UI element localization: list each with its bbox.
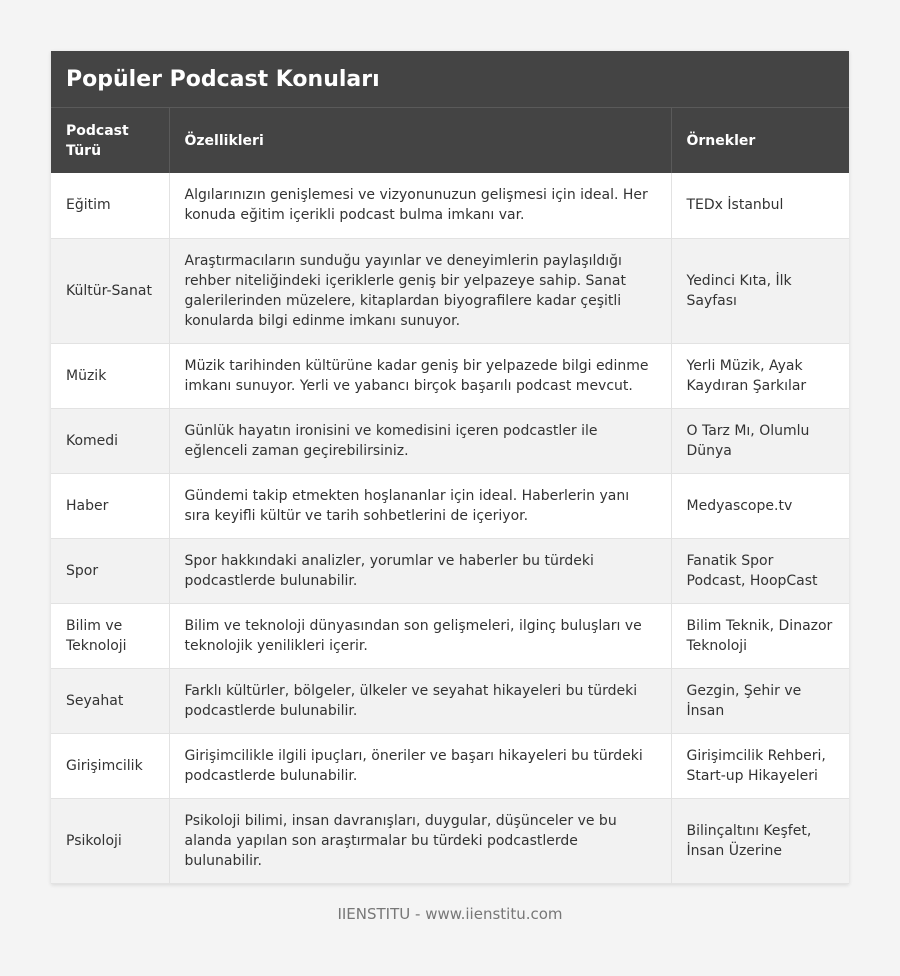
column-header-examples: Örnekler xyxy=(671,108,849,173)
table-row xyxy=(51,733,849,798)
cell-examples: Bilinçaltını Keşfet, İnsan Üzerine xyxy=(671,798,849,883)
table-row xyxy=(51,343,849,408)
cell-examples: Fanatik Spor Podcast, HoopCast xyxy=(671,538,849,603)
cell-examples: TEDx İstanbul xyxy=(671,173,849,238)
cell-features: Algılarınızın genişlemesi ve vizyonunuzun gelişmesi için ideal. Her konuda eğitim içerikli podcast bulma imkanı var. xyxy=(169,173,671,238)
cell-examples: Medyascope.tv xyxy=(671,473,849,538)
cell-type: Kültür-Sanat xyxy=(51,238,169,343)
cell-type: Girişimcilik xyxy=(51,733,169,798)
cell-examples: Bilim Teknik, Dinazor Teknoloji xyxy=(671,603,849,668)
cell-features: Gündemi takip etmekten hoşlananlar için ideal. Haberlerin yanı sıra keyifli kültür ve tarih sohbetlerini de içeriyor. xyxy=(169,473,671,538)
cell-type: Seyahat xyxy=(51,668,169,733)
cell-type: Psikoloji xyxy=(51,798,169,883)
column-header-features: Özellikleri xyxy=(169,108,671,173)
cell-examples: Gezgin, Şehir ve İnsan xyxy=(671,668,849,733)
cell-examples: Girişimcilik Rehberi, Start-up Hikayeleri xyxy=(671,733,849,798)
cell-type: Müzik xyxy=(51,343,169,408)
cell-type: Haber xyxy=(51,473,169,538)
table-row xyxy=(51,798,849,883)
cell-features: Bilim ve teknoloji dünyasından son gelişmeleri, ilginç buluşları ve teknolojik yenilikleri içerir. xyxy=(169,603,671,668)
footer-credit: IIENSTITU - www.iienstitu.com xyxy=(337,905,563,923)
cell-features: Araştırmacıların sunduğu yayınlar ve deneyimlerin paylaşıldığı rehber niteliğindeki içeriklerle geniş bir yelpazeye sahip. Sanat galerilerinden müzelere, kitaplardan biyografilere kadar çeşitli konularda bilgi edinme imkanı sunuyor. xyxy=(169,238,671,343)
table-title: Popüler Podcast Konuları xyxy=(51,51,849,108)
table-row xyxy=(51,538,849,603)
cell-examples: Yedinci Kıta, İlk Sayfası xyxy=(671,238,849,343)
cell-features: Müzik tarihinden kültürüne kadar geniş bir yelpazede bilgi edinme imkanı sunuyor. Yerli ve yabancı birçok başarılı podcast mevcut. xyxy=(169,343,671,408)
table-row xyxy=(51,408,849,473)
cell-features: Spor hakkındaki analizler, yorumlar ve haberler bu türdeki podcastlerde bulunabilir. xyxy=(169,538,671,603)
cell-features: Farklı kültürler, bölgeler, ülkeler ve seyahat hikayeleri bu türdeki podcastlerde bulunabilir. xyxy=(169,668,671,733)
cell-examples: O Tarz Mı, Olumlu Dünya xyxy=(671,408,849,473)
cell-type: Bilim ve Teknoloji xyxy=(51,603,169,668)
cell-features: Girişimcilikle ilgili ipuçları, öneriler ve başarı hikayeleri bu türdeki podcastlerde bulunabilir. xyxy=(169,733,671,798)
table-row xyxy=(51,173,849,238)
cell-type: Komedi xyxy=(51,408,169,473)
cell-features: Psikoloji bilimi, insan davranışları, duygular, düşünceler ve bu alanda yapılan son araştırmalar bu türdeki podcastlerde bulunabilir. xyxy=(169,798,671,883)
cell-type: Eğitim xyxy=(51,173,169,238)
cell-features: Günlük hayatın ironisini ve komedisini içeren podcastler ile eğlenceli zaman geçirebilirsiniz. xyxy=(169,408,671,473)
table-row xyxy=(51,668,849,733)
podcast-table-card xyxy=(51,51,849,884)
cell-type: Spor xyxy=(51,538,169,603)
table-row xyxy=(51,603,849,668)
table-row xyxy=(51,473,849,538)
table-row xyxy=(51,238,849,343)
table-header-row xyxy=(51,108,849,173)
column-header-type: Podcast Türü xyxy=(51,108,169,173)
podcast-table xyxy=(51,108,849,884)
cell-examples: Yerli Müzik, Ayak Kaydıran Şarkılar xyxy=(671,343,849,408)
